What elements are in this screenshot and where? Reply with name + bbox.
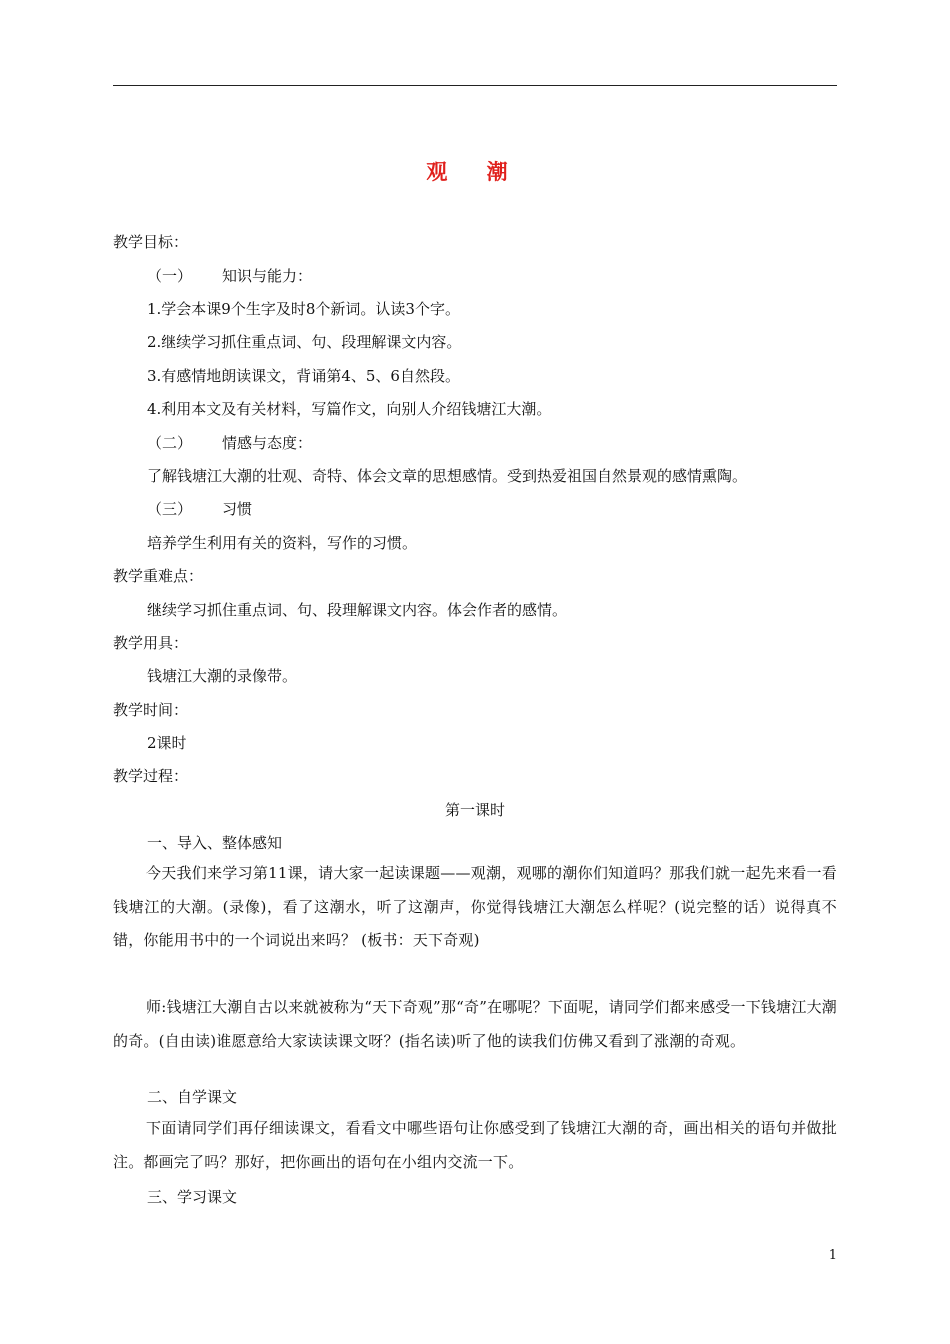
step-2-heading: 二、自学课文 [147, 1088, 238, 1106]
goal-item-1: 1.学会本课9个生字及时8个新词。认读3个字。 [147, 300, 460, 318]
time-text: 2课时 [147, 734, 187, 752]
process-heading: 教学过程： [113, 767, 189, 785]
key-points-text: 继续学习抓住重点词、句、段理解课文内容。体会作者的感情。 [147, 601, 568, 619]
subsection-3-text: 培养学生利用有关的资料，写作的习惯。 [147, 534, 418, 552]
time-heading: 教学时间： [113, 701, 189, 719]
subsection-2-text: 了解钱塘江大潮的壮观、奇特、体会文章的思想感情。受到热爱祖国自然景观的感情熏陶。 [147, 467, 748, 485]
subsection-1 [147, 266, 312, 286]
subsection-3 [147, 499, 252, 519]
subsection-1-label: 知识与能力： [222, 267, 313, 285]
goal-item-2: 2.继续学习抓住重点词、句、段理解课文内容。 [147, 333, 462, 351]
subsection-1-number: （一） [147, 267, 193, 285]
paragraph-1: 今天我们来学习第11课，请大家一起读课题——观潮，观哪的潮你们知道吗？那我们就一起先来看一看钱塘江的大潮。(录像)，看了这潮水，听了这潮声，你觉得钱塘江大潮怎么样呢？(说完整的话）说得真不错，你能用书中的一个词说出来吗？ (板书：天下奇观) [113, 864, 837, 949]
paragraph-2: 师:钱塘江大潮自古以来就被称为“天下奇观”那“奇”在哪呢？下面呢，请同学们都来感受一下钱塘江大潮的奇。(自由读)谁愿意给大家读读课文呀？(指名读)听了他的读我们仿佛又看到了涨潮的奇观。 [113, 998, 837, 1050]
step-3-heading: 三、学习课文 [147, 1188, 238, 1206]
paragraph-3: 下面请同学们再仔细读课文，看看文中哪些语句让你感受到了钱塘江大潮的奇，画出相关的语句并做批注。都画完了吗？那好，把你画出的语句在小组内交流一下。 [113, 1119, 837, 1171]
document-title: 观 潮 [426, 159, 524, 184]
lesson-1-heading: 第一课时 [444, 801, 505, 819]
tools-text: 钱塘江大潮的录像带。 [147, 667, 298, 685]
key-points-heading: 教学重难点： [113, 567, 204, 585]
step-1-heading: 一、导入、整体感知 [147, 834, 283, 852]
tools-heading: 教学用具： [113, 634, 189, 652]
page-number: 1 [828, 1248, 837, 1263]
subsection-3-number: （三） [147, 500, 193, 518]
goal-item-3: 3.有感情地朗读课文，背诵第4、5、6自然段。 [147, 367, 460, 385]
goals-heading: 教学目标： [113, 233, 189, 251]
subsection-2 [147, 433, 312, 453]
goal-item-4: 4.利用本文及有关材料，写篇作文，向别人介绍钱塘江大潮。 [147, 400, 552, 418]
subsection-2-number: （二） [147, 434, 193, 452]
subsection-2-label: 情感与态度： [222, 434, 313, 452]
header-rule [113, 85, 837, 86]
subsection-3-label: 习惯 [222, 500, 253, 518]
